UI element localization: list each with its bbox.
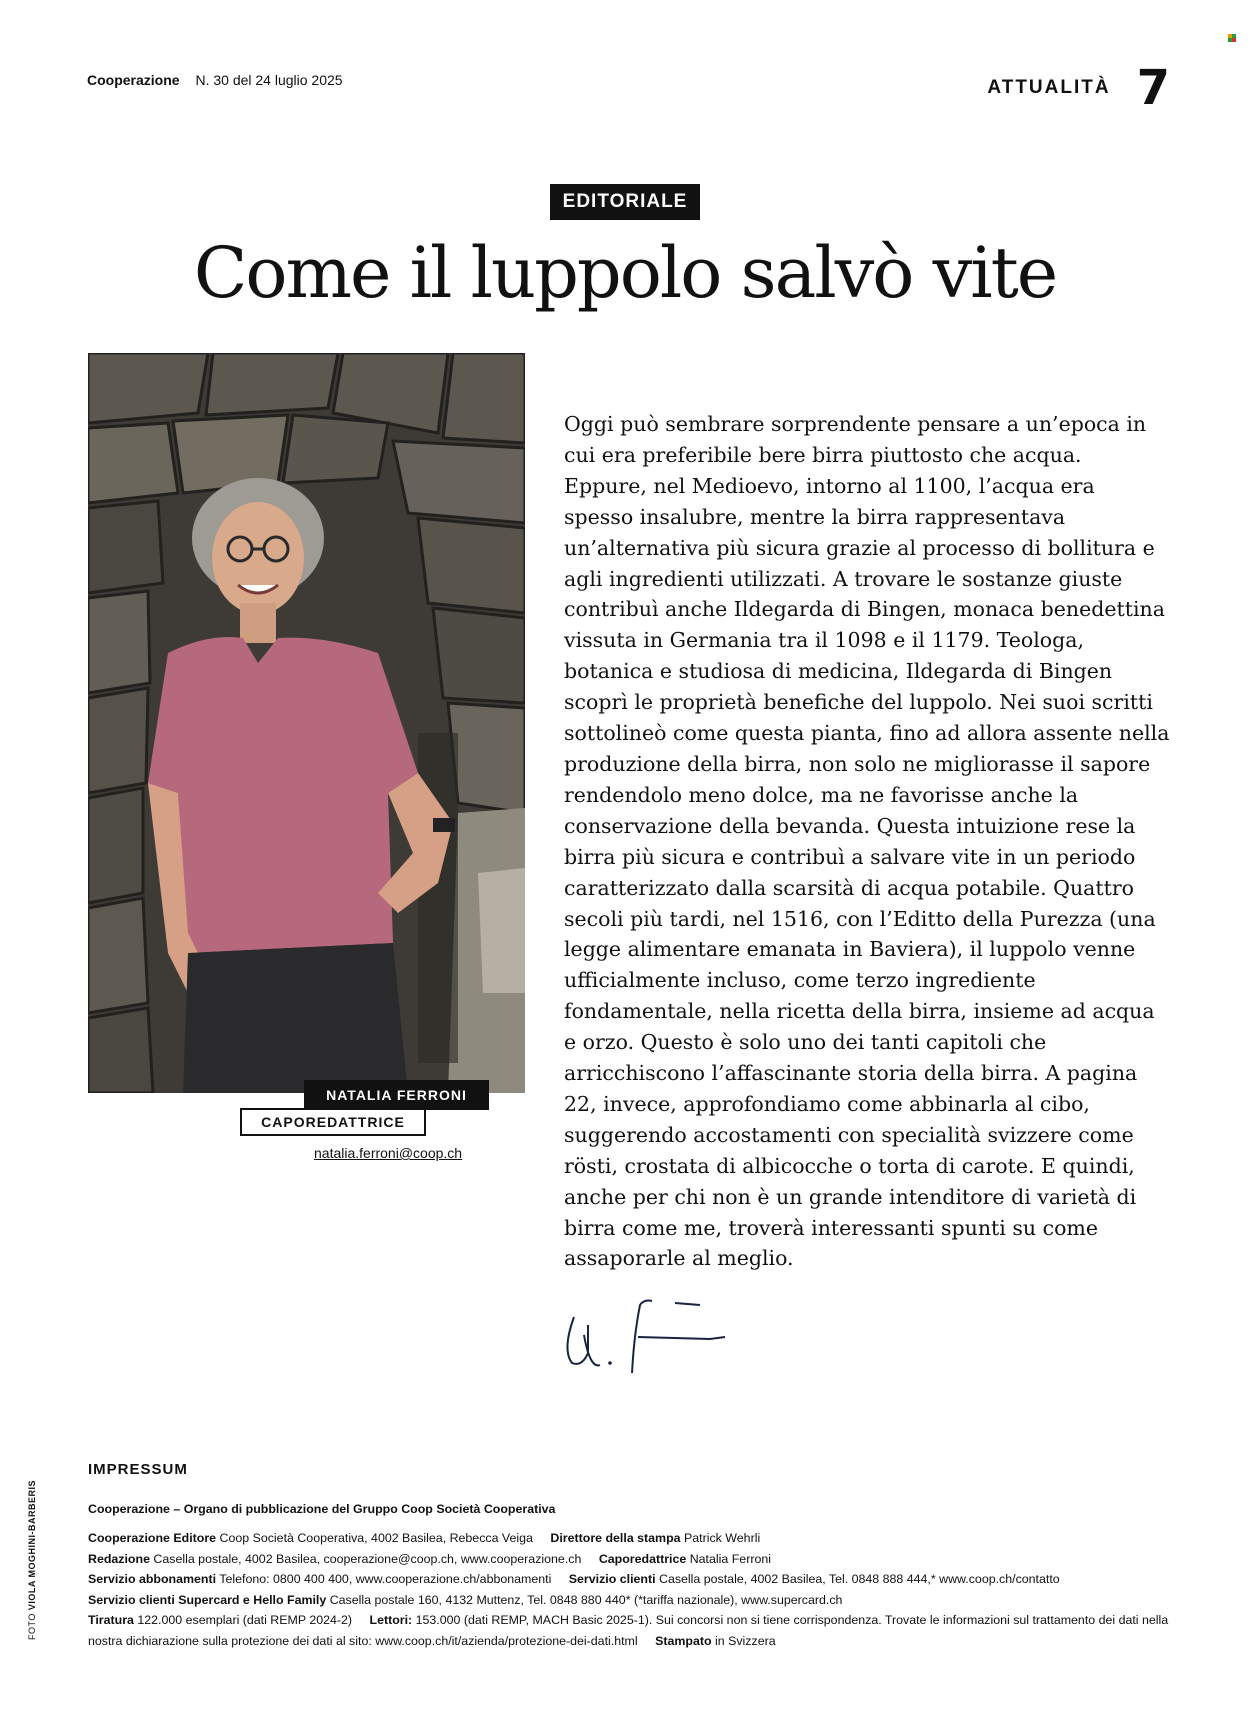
photo-credit-label: FOTO bbox=[27, 1613, 37, 1640]
tiratura-value: 122.000 esemplari (dati REMP 2024-2) bbox=[137, 1613, 353, 1627]
abbonamenti-label: Servizio abbonamenti bbox=[88, 1572, 217, 1586]
impressum-line bbox=[88, 1569, 1188, 1590]
author-email-link[interactable]: natalia.ferroni@coop.ch bbox=[314, 1145, 463, 1161]
impressum-title: IMPRESSUM bbox=[88, 1461, 188, 1478]
photo-credit-name: VIOLA MOGHINI-BARBERIS bbox=[27, 1479, 37, 1611]
photo-credit bbox=[27, 1480, 37, 1640]
direttore-label: Direttore della stampa bbox=[550, 1531, 681, 1545]
impressum bbox=[88, 1460, 1188, 1651]
impressum-line bbox=[88, 1549, 1188, 1570]
clienti-label: Servizio clienti bbox=[568, 1572, 656, 1586]
author-name: NATALIA FERRONI bbox=[304, 1080, 489, 1110]
tiratura-label: Tiratura bbox=[88, 1613, 134, 1627]
abbonamenti-value: Telefono: 0800 400 400, www.cooperazione.ch/abbonamenti bbox=[219, 1572, 552, 1586]
issue-info: N. 30 del 24 luglio 2025 bbox=[195, 72, 343, 88]
caporedattrice-value: Natalia Ferroni bbox=[689, 1551, 771, 1566]
clienti-value: Casella postale, 4002 Basilea, Tel. 0848 888 444,* www.coop.ch/contatto bbox=[659, 1572, 1060, 1586]
article-title: Come il luppolo salvò vite bbox=[193, 232, 1057, 314]
editore-value: Coop Società Cooperativa, 4002 Basilea, Rebecca Veiga bbox=[219, 1531, 533, 1545]
supercard-value: Casella postale 160, 4132 Muttenz, Tel. 0848 880 440* (*tariffa nazionale), www.supercard.ch bbox=[329, 1592, 843, 1607]
redazione-value: Casella postale, 4002 Basilea, cooperazione@coop.ch, www.cooperazione.ch bbox=[153, 1551, 582, 1566]
caporedattrice-label: Caporedattrice bbox=[598, 1551, 687, 1566]
stampato-label: Stampato bbox=[655, 1633, 712, 1648]
supercard-label: Servizio clienti Supercard e Hello Family bbox=[88, 1592, 327, 1607]
editore-label: Cooperazione Editore bbox=[88, 1531, 217, 1545]
author-photo bbox=[88, 353, 525, 1093]
impressum-line bbox=[88, 1590, 1188, 1611]
impressum-line bbox=[88, 1610, 1188, 1651]
section-header bbox=[987, 60, 1170, 116]
lettori-label: Lettori: bbox=[369, 1613, 413, 1627]
article-body: Oggi può sembrare sorprendente pensare a un’epoca in cui era preferibile bere birra piuttosto che acqua. Eppure, nel Medioevo, intorno al 1100, l’acqua era spesso insalubre, mentre la birra rappresentava un’alternativa più sicura grazie al processo di bollitura e agli ingredienti utilizzati. A trovare le sostanze giuste contribuì anche Ildegarda di Bingen, monaca benedettina vissuta in Germania tra il 1098 e il 1179. Teologa, botanica e studiosa di medicina, Ildegarda di Bingen scoprì le proprietà benefiche del luppolo. Nei suoi scritti sottolineò come questa pianta, fino ad allora assente nella produzione della birra, non solo ne migliorasse il sapore rendendolo meno dolce, ma ne favorisse anche la conservazione della bevanda. Questa intuizione rese la birra più sicura e contribuì a salvare vite in un periodo caratterizzato dalla scarsità di acqua potabile. Quattro secoli più tardi, nel 1516, con l’Editto della Purezza (una legge alimentare emanata in Baviera), il luppolo venne ufficialmente incluso, come terzo ingrediente fondamentale, nella ricetta della birra, insieme ad acqua e orzo. Questo è solo uno dei tanti capitoli che arricchiscono l’affascinante storia della birra. A pagina 22, invece, approfondiamo come abbinarla al cibo, suggerendo accostamenti con specialità svizzere come rösti, crostata di albicocche o torta di carote. E quindi, anche per chi non è un grande intenditore di varietà di birra come me, troverà interessanti spunti su come assaporarle al meglio. bbox=[564, 412, 1170, 1271]
kicker-label: EDITORIALE bbox=[550, 184, 701, 220]
masthead bbox=[87, 72, 343, 88]
author-signature bbox=[560, 1295, 760, 1375]
print-registration-mark bbox=[1228, 34, 1236, 42]
section-label: ATTUALITÀ bbox=[987, 77, 1111, 98]
redazione-label: Redazione bbox=[88, 1551, 150, 1566]
direttore-value: Patrick Wehrli bbox=[684, 1531, 761, 1545]
impressum-tagline: Cooperazione – Organo di pubblicazione del Gruppo Coop Società Cooperativa bbox=[88, 1501, 556, 1516]
page-number: 7 bbox=[1136, 60, 1170, 116]
publication-name: Cooperazione bbox=[87, 72, 180, 88]
kicker-wrapper bbox=[0, 184, 1250, 220]
stampato-value: in Svizzera bbox=[715, 1633, 776, 1648]
author-role: CAPOREDATTRICE bbox=[240, 1108, 426, 1136]
lettori-value: 153.000 (dati REMP, MACH Basic 2025-1). Sui concorsi non si tiene corrispondenza. Trovate le informazioni sul trattamento dei dati nella nostra dichiarazione sulla protezione dei dati al sito: www.coop.ch/it/azienda/protezione-dei-dati.html bbox=[88, 1613, 1169, 1648]
impressum-line bbox=[88, 1528, 1188, 1549]
